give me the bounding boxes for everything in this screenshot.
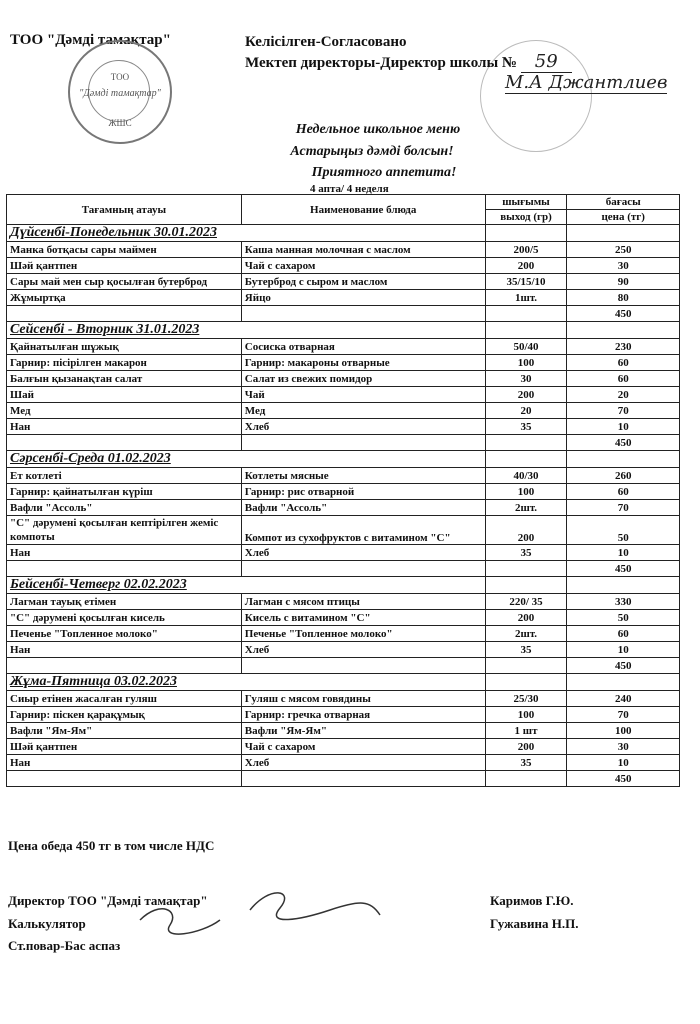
dish-price: 30: [567, 739, 680, 755]
dish-output: 200: [485, 610, 567, 626]
dish-kz: "С" дәрумені қосылған кисель: [7, 610, 242, 626]
day-total: 450: [567, 435, 680, 451]
dish-price: 90: [567, 274, 680, 290]
dish-kz: Печенье "Топленное молоко": [7, 626, 242, 642]
table-row: [7, 274, 680, 290]
dish-ru: Печенье "Топленное молоко": [241, 626, 485, 642]
dish-kz: Қайнатылған шұжық: [7, 339, 242, 355]
director-label: Директор ТОО "Дәмді тамақтар": [8, 893, 208, 908]
total-empty-cell: [7, 435, 242, 451]
dish-price: 10: [567, 642, 680, 658]
dish-output: 100: [485, 484, 567, 500]
dish-price: 260: [567, 468, 680, 484]
header-price-ru: цена (тг): [567, 210, 680, 225]
day-empty-cell: [567, 225, 680, 242]
header-out-ru: выход (гр): [485, 210, 567, 225]
dish-ru: Гарнир: макароны отварные: [241, 355, 485, 371]
table-row: [7, 545, 680, 561]
dish-output: 220/ 35: [485, 594, 567, 610]
header-ru: Наименование блюда: [241, 195, 485, 225]
intro-wish-ru: Приятного аппетита!: [311, 165, 457, 180]
dish-ru: Гуляш с мясом говядины: [241, 691, 485, 707]
footer-signatures: [130, 880, 390, 950]
calculator-signature-scribble: [140, 909, 220, 934]
dish-kz: Ет котлеті: [7, 468, 242, 484]
dish-ru: Хлеб: [241, 419, 485, 435]
day-empty-cell: [567, 322, 680, 339]
dish-price: 250: [567, 242, 680, 258]
total-empty-cell: [241, 658, 485, 674]
dish-kz: Балғын қызанақтан салат: [7, 371, 242, 387]
dish-output: 200: [485, 387, 567, 403]
table-row: [7, 403, 680, 419]
dish-price: 10: [567, 545, 680, 561]
dish-kz: Лагман тауық етімен: [7, 594, 242, 610]
day-row: [7, 451, 680, 468]
dish-ru: Чай: [241, 387, 485, 403]
day-row: [7, 322, 680, 339]
dish-price: 60: [567, 355, 680, 371]
total-empty-cell: [485, 435, 567, 451]
dish-ru: Каша манная молочная с маслом: [241, 242, 485, 258]
dish-output: 200: [485, 516, 567, 545]
total-empty-cell: [241, 561, 485, 577]
menu-table: [6, 194, 680, 787]
table-row: [7, 468, 680, 484]
table-row: [7, 642, 680, 658]
total-empty-cell: [485, 658, 567, 674]
day-empty-cell: [567, 674, 680, 691]
table-row: [7, 723, 680, 739]
dish-price: 20: [567, 387, 680, 403]
total-empty-cell: [7, 658, 242, 674]
dish-output: 200/5: [485, 242, 567, 258]
total-row: [7, 561, 680, 577]
day-total: 450: [567, 771, 680, 787]
dish-output: 200: [485, 258, 567, 274]
table-row: [7, 594, 680, 610]
dish-output: 1шт.: [485, 290, 567, 306]
day-row: [7, 577, 680, 594]
dish-ru: Гарнир: рис отварной: [241, 484, 485, 500]
dish-ru: Мед: [241, 403, 485, 419]
dish-kz: Сары май мен сыр қосылған бутерброд: [7, 274, 242, 290]
dish-price: 60: [567, 626, 680, 642]
approval-line-2: [245, 52, 667, 73]
dish-price: 60: [567, 371, 680, 387]
table-row: [7, 707, 680, 723]
total-empty-cell: [485, 771, 567, 787]
dish-kz: Вафли "Ассоль": [7, 500, 242, 516]
dish-price: 50: [567, 610, 680, 626]
dish-kz: Шәй қантпен: [7, 739, 242, 755]
dish-kz: Гарнир: пісірілген макарон: [7, 355, 242, 371]
dish-price: 70: [567, 707, 680, 723]
dish-output: 35: [485, 642, 567, 658]
total-row: [7, 435, 680, 451]
table-row: [7, 339, 680, 355]
dish-kz: Шәй қантпен: [7, 258, 242, 274]
dish-kz: Мед: [7, 403, 242, 419]
total-empty-cell: [7, 771, 242, 787]
dish-price: 10: [567, 419, 680, 435]
dish-price: 60: [567, 484, 680, 500]
total-row: [7, 771, 680, 787]
dish-ru: Салат из свежих помидор: [241, 371, 485, 387]
dish-output: 100: [485, 355, 567, 371]
approval-block: [245, 32, 667, 94]
dish-ru: Кисель с витамином "С": [241, 610, 485, 626]
dish-kz: Нан: [7, 755, 242, 771]
dish-ru: Вафли "Ассоль": [241, 500, 485, 516]
day-title: Жұма-Пятница 03.02.2023: [7, 674, 486, 691]
stamp-top-text: ТОО: [110, 72, 130, 82]
day-empty-cell: [485, 322, 567, 339]
dish-price: 80: [567, 290, 680, 306]
dish-price: 10: [567, 755, 680, 771]
day-empty-cell: [485, 451, 567, 468]
dish-output: 1 шт: [485, 723, 567, 739]
dish-ru: Хлеб: [241, 642, 485, 658]
dish-kz: Нан: [7, 642, 242, 658]
dish-ru: Чай с сахаром: [241, 739, 485, 755]
dish-ru: Вафли "Ям-Ям": [241, 723, 485, 739]
approval-signature-row: [245, 73, 667, 94]
dish-ru: Лагман с мясом птицы: [241, 594, 485, 610]
table-row: [7, 258, 680, 274]
menu-body: [7, 225, 680, 787]
day-row: [7, 225, 680, 242]
dish-output: 35: [485, 545, 567, 561]
dish-kz: "С" дәрумені қосылған кептірілген жеміс компоты: [7, 516, 242, 545]
dish-output: 35/15/10: [485, 274, 567, 290]
day-empty-cell: [485, 225, 567, 242]
day-empty-cell: [485, 674, 567, 691]
total-empty-cell: [485, 306, 567, 322]
dish-kz: Манка ботқасы сары маймен: [7, 242, 242, 258]
dish-kz: Нан: [7, 419, 242, 435]
table-row: [7, 500, 680, 516]
dish-price: 240: [567, 691, 680, 707]
dish-ru: Компот из сухофруктов с витамином "С": [241, 516, 485, 545]
total-row: [7, 306, 680, 322]
day-empty-cell: [485, 577, 567, 594]
company-stamp: [68, 40, 172, 144]
dish-ru: Сосиска отварная: [241, 339, 485, 355]
dish-ru: Хлеб: [241, 755, 485, 771]
dish-output: 30: [485, 371, 567, 387]
day-title: Дүйсенбі-Понедельник 30.01.2023: [7, 225, 486, 242]
total-empty-cell: [7, 306, 242, 322]
dish-ru: Гарнир: гречка отварная: [241, 707, 485, 723]
dish-output: 200: [485, 739, 567, 755]
table-row: [7, 355, 680, 371]
table-row: [7, 755, 680, 771]
intro-title: Недельное школьное меню: [295, 122, 461, 137]
calculator-name: Гужавина Н.П.: [490, 916, 579, 931]
total-empty-cell: [7, 561, 242, 577]
dish-kz: Сиыр етінен жасалған гуляш: [7, 691, 242, 707]
company-name: ТОО "Дәмді тамақтар": [10, 32, 171, 48]
table-row: [7, 387, 680, 403]
table-row: [7, 242, 680, 258]
dish-kz: Вафли "Ям-Ям": [7, 723, 242, 739]
dish-output: 35: [485, 755, 567, 771]
dish-kz: Жұмыртқа: [7, 290, 242, 306]
director-name: Каримов Г.Ю.: [490, 893, 574, 908]
total-empty-cell: [241, 771, 485, 787]
dish-output: 40/30: [485, 468, 567, 484]
day-empty-cell: [567, 577, 680, 594]
day-total: 450: [567, 306, 680, 322]
dish-output: 25/30: [485, 691, 567, 707]
dish-ru: Яйцо: [241, 290, 485, 306]
dish-output: 2шт.: [485, 626, 567, 642]
dish-kz: Шай: [7, 387, 242, 403]
dish-output: 20: [485, 403, 567, 419]
dish-ru: Хлеб: [241, 545, 485, 561]
dish-ru: Чай с сахаром: [241, 258, 485, 274]
dish-output: 35: [485, 419, 567, 435]
director-signature: М.А Джантлиев: [505, 72, 668, 93]
dish-price: 50: [567, 516, 680, 545]
table-row: [7, 371, 680, 387]
dish-output: 2шт.: [485, 500, 567, 516]
day-title: Бейсенбі-Четверг 02.02.2023: [7, 577, 486, 594]
table-row: [7, 516, 680, 545]
dish-ru: Бутерброд с сыром и маслом: [241, 274, 485, 290]
director-signature-scribble: [250, 893, 380, 920]
cook-label: Ст.повар-Бас аспаз: [8, 938, 121, 953]
total-empty-cell: [485, 561, 567, 577]
dish-output: 50/40: [485, 339, 567, 355]
week-label: 4 апта/ 4 неделя: [310, 183, 389, 195]
day-total: 450: [567, 658, 680, 674]
calculator-label: Калькулятор: [8, 916, 86, 931]
table-row: [7, 484, 680, 500]
table-header-row: [7, 195, 680, 210]
dish-kz: Гарнир: піскен қарақұмық: [7, 707, 242, 723]
dish-output: 100: [485, 707, 567, 723]
dish-ru: Котлеты мясные: [241, 468, 485, 484]
header-price-kz: бағасы: [567, 195, 680, 210]
approval-line-1: Келісілген-Согласовано: [245, 34, 407, 50]
day-empty-cell: [567, 451, 680, 468]
dish-price: 100: [567, 723, 680, 739]
dish-price: 70: [567, 500, 680, 516]
dish-price: 230: [567, 339, 680, 355]
day-total: 450: [567, 561, 680, 577]
day-title: Сәрсенбі-Среда 01.02.2023: [7, 451, 486, 468]
price-note: Цена обеда 450 тг в том числе НДС: [8, 838, 215, 853]
stamp-bottom-text: ЖШС: [108, 118, 132, 128]
dish-price: 330: [567, 594, 680, 610]
dish-price: 30: [567, 258, 680, 274]
dish-kz: Нан: [7, 545, 242, 561]
total-empty-cell: [241, 435, 485, 451]
table-row: [7, 691, 680, 707]
table-row: [7, 626, 680, 642]
total-row: [7, 658, 680, 674]
school-number: 59: [521, 51, 572, 73]
dish-kz: Гарнир: қайнатылған күріш: [7, 484, 242, 500]
approval-line-2-text: Мектеп директоры-Директор школы №: [245, 55, 517, 71]
intro-wish-kz: Астарыңыз дәмді болсын!: [290, 144, 454, 159]
table-row: [7, 610, 680, 626]
header-kz: Тағамның атауы: [7, 195, 242, 225]
day-title: Сейсенбі - Вторник 31.01.2023: [7, 322, 486, 339]
table-row: [7, 290, 680, 306]
table-row: [7, 419, 680, 435]
table-row: [7, 739, 680, 755]
stamp-name-text: "Дәмді тамақтар": [79, 88, 161, 99]
day-row: [7, 674, 680, 691]
total-empty-cell: [241, 306, 485, 322]
dish-price: 70: [567, 403, 680, 419]
header-out-kz: шығымы: [485, 195, 567, 210]
